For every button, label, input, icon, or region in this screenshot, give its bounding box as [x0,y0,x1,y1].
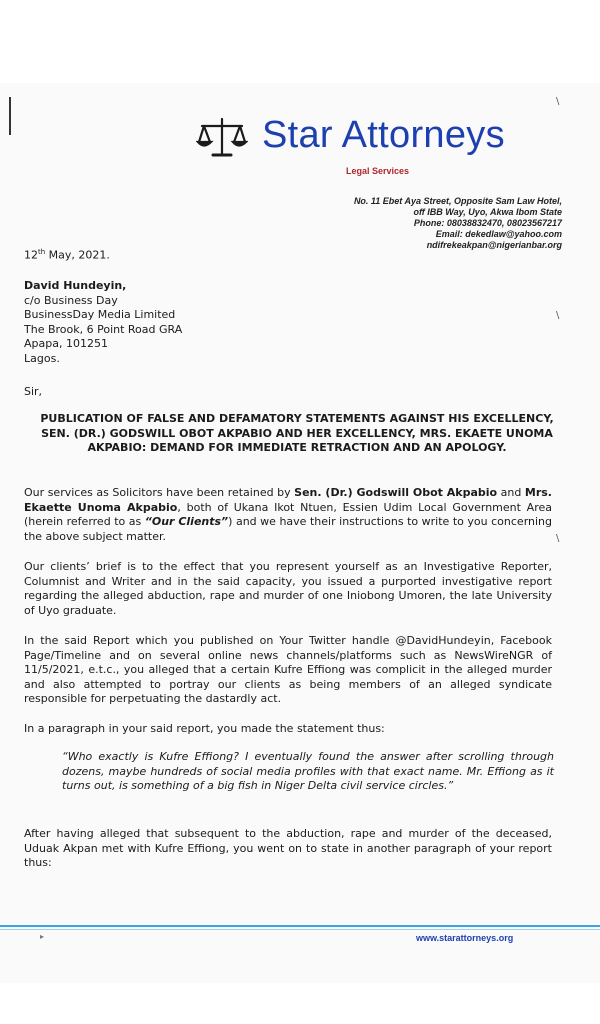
footer-rule-thin [0,929,600,930]
stray-mark: \ [556,96,560,107]
subject-heading: PUBLICATION OF FALSE AND DEFAMATORY STATEMENTS AGAINST HIS EXCELLENCY, SEN. (DR.) GODSWILL OBOT AKPABIO AND HER EXCELLENCY, MRS. EKAETE UNOMA AKPABIO: DEMAND FOR IMMEDIATE RETRACTION AND AN APOLOGY. [40,412,554,454]
salutation: Sir, [24,385,43,398]
recipient-line: c/o Business Day [24,293,118,307]
address-line: Email: dekedlaw@yahoo.com [435,229,562,239]
recipient-line: The Brook, 6 Point Road GRA [24,322,183,336]
address-line: ndifrekeakpan@nigerianbar.org [426,240,562,250]
recipient-line: BusinessDay Media Limited [24,308,176,321]
firm-tagline: Legal Services [346,166,410,176]
body-paragraph-2: Our clients’ brief is to the effect that you represent yourself as an Investigative Reporter, Columnist and Writer and in the said capacity, you issued a purported investigative report regarding the alleged abduction, rape and murder of one Iniobong Umoren, the late University of Uyo graduate. [24,560,552,617]
address-line: No. 11 Ebet Aya Street, Opposite Sam Law Hotel, [353,196,562,206]
recipient-block [24,279,182,366]
letter-date: 12th May, 2021. [24,248,110,262]
footer-rule [0,925,600,927]
stray-mark: \ [556,310,560,321]
scales-of-justice-icon [196,116,248,160]
stray-mark: \ [556,533,560,544]
firm-address [262,196,562,251]
address-line: Phone: 08038832470, 08023567217 [413,218,562,228]
recipient-line: Lagos. [24,351,60,365]
quoted-statement: “Who exactly is Kufre Effiong? I eventually found the answer after scrolling through dozens, maybe hundreds of social media profiles with that exact name. Mr. Effiong as it turns out, is something of a big fish in Niger Delta civil service circles.” [62,750,554,792]
footer-mark: ▸ [40,932,45,941]
page-edge-mark [9,97,11,135]
recipient-line: Apapa, 101251 [24,337,108,350]
body-paragraph-5: After having alleged that subsequent to the abduction, rape and murder of the deceased, Uduak Akpan met with Kufre Effiong, you went on to state in another paragraph of your report thus: [24,827,552,869]
body-paragraph-4: In a paragraph in your said report, you made the statement thus: [24,722,385,735]
footer-website: www.starattorneys.org [416,933,514,943]
body-paragraph-3: In the said Report which you published on Your Twitter handle @DavidHundeyin, Facebook Page/Timeline and on several online news channels/platforms such as NewsWireNGR of 11/5/2021, e.t.c., you alleged that a certain Kufre Effiong was complicit in the alleged murder and also attempted to portray our clients as being members of an alleged syndicate responsible for perpetuating the dastardly act. [24,634,552,705]
recipient-name: David Hundeyin, [24,279,127,292]
firm-name: Star Attorneys [262,114,505,156]
body-paragraph-1: Our services as Solicitors have been retained by Sen. (Dr.) Godswill Obot Akpabio and Mrs. Ekaette Unoma Akpabio, both of Ukana Ikot Ntuen, Essien Udim Local Government Area (herein referred to as “Our Clients”) and we have their instructions to write to you concerning the above subject matter. [24,486,553,543]
address-line: off IBB Way, Uyo, Akwa Ibom State [413,207,562,217]
